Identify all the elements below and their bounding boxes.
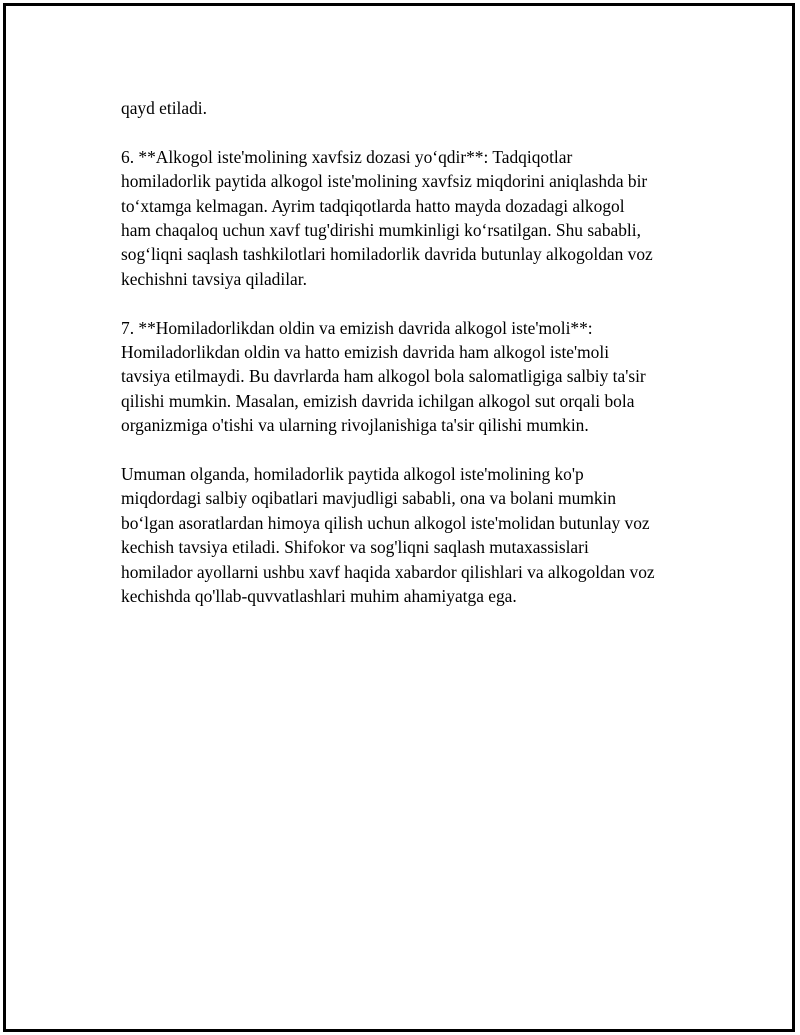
paragraph-spacer — [121, 438, 701, 462]
paragraph-item-6: 6. **Alkogol iste'molining xavfsiz dozasi yo‘qdir**: Tadqiqotlar homiladorlik paytida alkogol iste'molining xavfsiz miqdorini aniqlashda bir to‘xtamga kelmagan. Ayrim tadqiqotlarda hatto mayda dozadagi alkogol ham chaqaloq uchun xavf tug'dirishi mumkinligi ko‘rsatilgan. Shu sababli, sog‘liqni saqlash tashkilotlari homiladorlik davrida butunlay alkogoldan voz kechishni tavsiya qiladilar. — [121, 146, 653, 289]
document-page — [3, 3, 795, 1032]
paragraph-conclusion: Umuman olganda, homiladorlik paytida alkogol iste'molining ko'p miqdordagi salbiy oqibatlari mavjudligi sababli, ona va bolani mumkin bo‘lgan asoratlardan himoya qilish uchun alkogol iste'molidan butunlay voz kechish tavsiya etiladi. Shifokor va sog'liqni saqlash mutaxassislari homilador ayollarni ushbu xavf haqida xabardor qilishlari va alkogoldan voz kechishda qo'llab-quvvatlashlari muhim ahamiyatga ega. — [121, 464, 655, 607]
paragraph-continuation: qayd etiladi. — [121, 98, 207, 118]
paragraph-spacer — [121, 291, 701, 315]
paragraph-item-7: 7. **Homiladorlikdan oldin va emizish davrida alkogol iste'moli**: Homiladorlikdan oldin va hatto emizish davrida ham alkogol iste'moli tavsiya etilmaydi. Bu davrlarda ham alkogol bola salomatligiga salbiy ta'sir qilishi mumkin. Masalan, emizish davrida ichilgan alkogol sut orqali bola organizmiga o'tishi va ularning rivojlanishiga ta'sir qilishi mumkin. — [121, 317, 646, 436]
paragraph-spacer — [121, 120, 701, 144]
document-body — [121, 96, 701, 608]
